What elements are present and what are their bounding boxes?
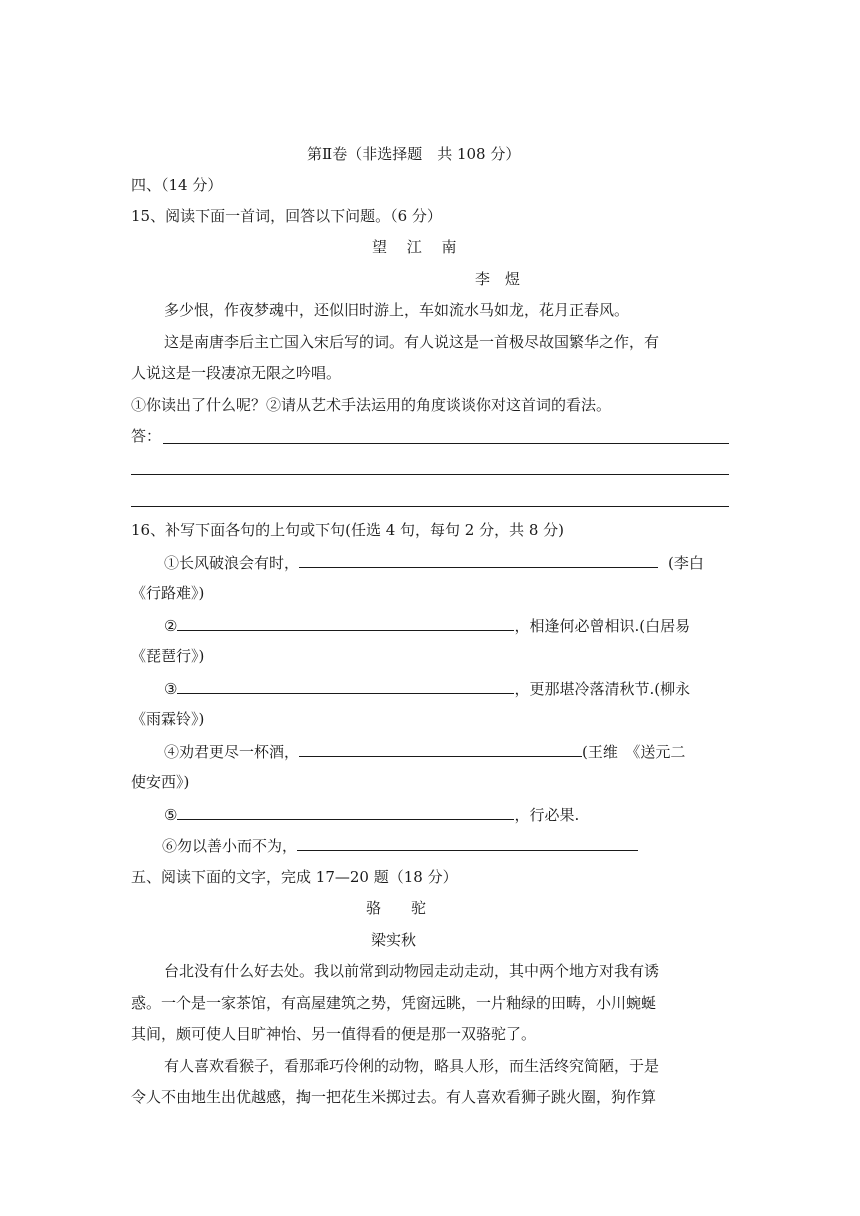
part5-heading: 五、阅读下面的文字，完成 17—20 题（18 分） (131, 868, 458, 886)
item2-blank[interactable] (177, 614, 514, 631)
q16-item4-cont: 使安西》) (131, 773, 190, 791)
q16-item3-cont: 《雨霖铃》) (131, 710, 205, 728)
q16-item6 (162, 834, 638, 856)
poem-title: 望 江 南 (372, 238, 457, 256)
q16-item1-cont: 《行路难》) (131, 584, 205, 602)
item6-text: ⑥勿以善小而不为， (162, 837, 298, 855)
item3-blank[interactable] (177, 677, 514, 694)
answer-line-3[interactable] (131, 506, 729, 507)
item1-text: ①长风破浪会有时， (164, 554, 300, 572)
item6-blank[interactable] (297, 834, 638, 851)
item3-num: ③ (164, 680, 178, 698)
essay-p2-line2: 令人不由地生出优越感，掏一把花生米掷过去。有人喜欢看狮子跳火圈，狗作算 (131, 1088, 657, 1106)
answer-label: 答： (131, 427, 162, 445)
q16-item2-cont: 《琵琶行》) (131, 647, 205, 665)
essay-p1-line2: 惑。一个是一家茶馆，有高屋建筑之势，凭窗远眺，一片釉绿的田畴，小川蜿蜒 (131, 994, 657, 1012)
item5-blank[interactable] (177, 803, 514, 820)
answer-line-1[interactable] (163, 443, 729, 444)
essay-p1-line1: 台北没有什么好去处。我以前常到动物园走动走动，其中两个地方对我有诱 (164, 962, 660, 980)
item4-source: (王维 《送元二 (582, 743, 686, 761)
q16-item4 (164, 740, 685, 762)
essay-p2-line1: 有人喜欢看猴子，看那乖巧伶俐的动物，略具人形，而生活终究简陋，于是 (164, 1057, 660, 1075)
poem-text: 多少恨，作夜梦魂中，还似旧时游上，车如流水马如龙，花月正春风。 (164, 301, 630, 319)
item1-blank[interactable] (299, 551, 658, 568)
q16-item2 (164, 614, 690, 636)
poem-author: 李 煜 (475, 270, 521, 288)
q15-intro-line2: 人说这是一段凄凉无限之吟唱。 (131, 364, 342, 382)
essay-author: 梁实秋 (371, 931, 417, 949)
item5-text: ，行必果. (514, 806, 580, 824)
part4-heading: 四、（14 分） (131, 176, 223, 194)
item4-text: ④劝君更尽一杯酒， (164, 743, 300, 761)
answer-line-2[interactable] (131, 474, 729, 475)
q16-item5 (164, 803, 579, 825)
section-title: 第Ⅱ卷（非选择题 共 108 分） (307, 145, 521, 163)
q15-prompt: 15、阅读下面一首词，回答以下问题。（6 分） (131, 207, 442, 225)
essay-p1-line3: 其间，颇可使人目旷神怡、另一值得看的便是那一双骆驼了。 (131, 1025, 537, 1043)
item5-num: ⑤ (164, 806, 178, 824)
item3-text: ，更那堪冷落清秋节.(柳永 (514, 680, 691, 698)
item2-text: ，相逢何必曾相识.(白居易 (514, 617, 691, 635)
item2-num: ② (164, 617, 178, 635)
q15-intro-line1: 这是南唐李后主亡国入宋后写的词。有人说这是一首极尽故国繁华之作，有 (164, 333, 660, 351)
q16-prompt: 16、补写下面各句的上句或下句(任选 4 句，每句 2 分，共 8 分) (131, 521, 565, 539)
q15-questions: ①你读出了什么呢？②请从艺术手法运用的角度谈谈你对这首词的看法。 (131, 396, 612, 414)
q16-item3 (164, 677, 690, 699)
item4-blank[interactable] (299, 740, 582, 757)
item1-source: (李白 (668, 554, 704, 572)
q16-item1 (164, 551, 704, 573)
essay-title: 骆 驼 (366, 899, 427, 917)
